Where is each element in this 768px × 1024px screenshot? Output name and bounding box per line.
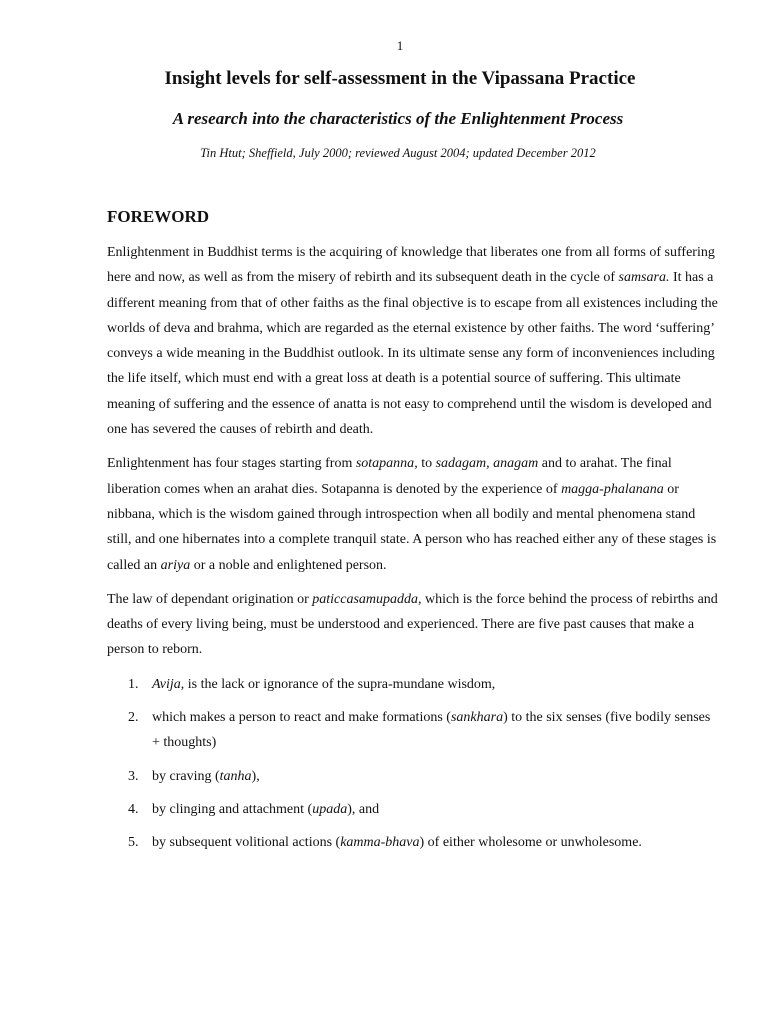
paragraph-3-text-a: The law of dependant origination or [107, 591, 313, 607]
list-item-number: 5. [128, 835, 139, 851]
term-sotapanna: sotapanna [355, 456, 415, 472]
term-paticcasamupadda: paticcasamupadda, [312, 591, 422, 607]
paragraph-2-text-e: or nibbana, which is the wisdom gained through introspection when all bodily and mental phenomena stand still, and one hibernates into a complete tranquil state. A person who has reached either any of these stages is called an [107, 481, 717, 573]
list-item [107, 797, 719, 822]
paragraph-1-text-b: It has a different meaning from that of other faiths as the final objective is to escape from all existences including the worlds of deva and brahma, which are regarded as the eternal existence by other faiths. The word ‘suffering’ conveys a wide meaning in the Buddhist outlook. In its ultimate sense any form of inconveniences including the life itself, which must end with a great loss at death is a potential source of suffering. This ultimate meaning of suffering and the essence of anatta is not easy to comprehend until the wisdom is developed and one has severed the causes of rebirth and death. [107, 270, 718, 438]
term-samsara: samsara. [618, 270, 670, 286]
list-item-number: 3. [128, 768, 139, 784]
list-item-number: 2. [128, 710, 139, 726]
document-body [107, 206, 719, 864]
paragraph-1 [107, 240, 719, 442]
list-item [107, 672, 719, 697]
term-sadagam: sadagam [435, 456, 487, 472]
paragraph-1-text-a: Enlightenment in Buddhist terms is the acquiring of knowledge that liberates one from all forms of suffering here and now, as well as from the misery of rebirth and its subsequent death in the cycle of [107, 245, 715, 286]
list-item-term: sankhara [450, 710, 504, 726]
list-item-term: kamma-bhava [340, 835, 420, 851]
document-title: Insight levels for self-assessment in the Vipassana Practice [164, 68, 636, 89]
list-item-text-b: ), [251, 768, 260, 784]
paragraph-2-text-c: , [486, 456, 494, 472]
document-subtitle: A research into the characteristics of the Enlightenment Process [172, 109, 624, 128]
five-causes-list [107, 672, 719, 856]
list-item-text-a: by subsequent volitional actions ( [152, 835, 341, 851]
list-item-text-b: ) of either wholesome or unwholesome. [419, 835, 642, 851]
term-magga-phalanana: magga-phalanana [561, 481, 664, 497]
list-item-text-a: by clinging and attachment ( [152, 801, 313, 817]
list-item-text-a: which makes a person to react and make formations ( [152, 710, 451, 726]
paragraph-3 [107, 587, 719, 663]
list-item-number: 1. [128, 676, 139, 692]
list-item-text-b: ), and [347, 801, 380, 817]
paragraph-2-text-f: or a noble and enlightened person. [190, 557, 387, 573]
list-item-text-b: ) to the six senses (five bodily senses + thoughts) [152, 710, 711, 751]
list-item [107, 705, 719, 756]
page-number: 1 [396, 38, 404, 53]
list-item-term: Avija [152, 676, 181, 692]
paragraph-2-text-b: , to [414, 456, 436, 472]
author-byline: Tin Htut; Sheffield, July 2000; reviewed August 2004; updated December 2012 [200, 146, 596, 160]
paragraph-2 [107, 451, 719, 577]
section-heading-foreword: FOREWORD [107, 207, 209, 226]
list-item [107, 764, 719, 789]
list-item-term: upada [312, 801, 348, 817]
list-item-text-b: , is the lack or ignorance of the supra-mundane wisdom, [180, 676, 496, 692]
list-item-text-a: by craving ( [152, 768, 220, 784]
list-item-number: 4. [128, 801, 139, 817]
paragraph-2-text-d: and to arahat. The final liberation comes when an arahat dies. Sotapanna is denoted by the experience of [107, 456, 672, 497]
term-anagam: anagam [493, 456, 539, 472]
term-ariya: ariya [160, 557, 191, 573]
list-item [107, 830, 719, 855]
paragraph-3-text-b: which is the force behind the process of rebirths and deaths of every living being, must be understood and experienced. There are five past causes that make a person to reborn. [107, 591, 718, 658]
paragraph-2-text-a: Enlightenment has four stages starting from [107, 456, 356, 472]
list-item-term: tanha [219, 768, 252, 784]
